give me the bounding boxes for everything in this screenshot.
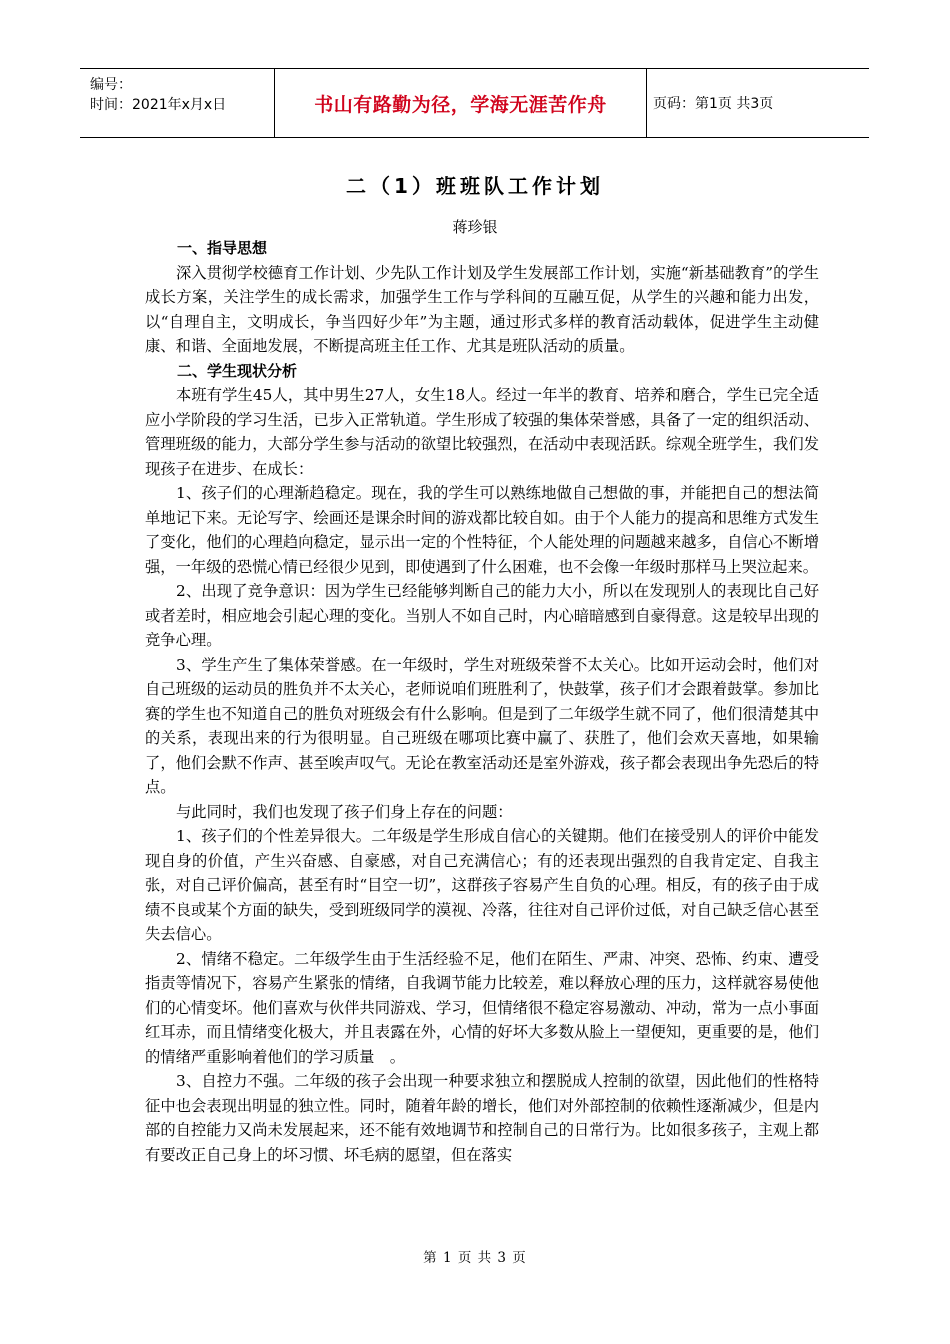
body-paragraph: 1、孩子们的个性差异很大。二年级是学生形成自信心的关键期。他们在接受别人的评价中能发现自身的价值，产生兴奋感、自豪感，对自己充满信心；有的还表现出强烈的自我肯定定、自我主张，对自己评价偏高，甚至有时“目空一切”，这群孩子容易产生自负的心理。相反，有的孩子由于成绩不良或某个方面的缺失，受到班级同学的漠视、冷落，往往对自己评价过低，对自己缺乏信心甚至失去信心。 — [145, 827, 819, 943]
document-author: 蒋珍银 — [452, 218, 498, 236]
body-paragraph: 2、出现了竞争意识：因为学生已经能够判断自己的能力大小，所以在发现别人的表现比自己好或者差时，相应地会引起心理的变化。当别人不如自己时，内心暗暗感到自豪得意。这是较早出现的竞争心理。 — [145, 582, 819, 649]
section-heading: 一、指导思想 — [177, 239, 268, 257]
body-paragraph: 1、孩子们的心理渐趋稳定。现在，我的学生可以熟练地做自己想做的事，并能把自己的想法简单地记下来。无论写字、绘画还是课余时间的游戏都比较自如。由于个人能力的提高和思维方式发生了变化，他们的心理趋向稳定，显示出一定的个性特征，个人能处理的问题越来越多，自信心不断增强，一年级的恐慌心情已经很少见到，即使遇到了什么困难，也不会像一年级时那样马上哭泣起来。 — [145, 484, 819, 576]
document-header — [80, 68, 869, 138]
body-paragraph: 2、情绪不稳定。二年级学生由于生活经验不足，他们在陌生、严肃、冲突、恐怖、约束、遭受指责等情况下，容易产生紧张的情绪，自我调节能力比较差，难以释放心理的压力，这样就容易使他们的心情变坏。他们喜欢与伙伴共同游戏、学习，但情绪很不稳定容易激动、冲动，常为一点小事面红耳赤，而且情绪变化极大，并且表露在外，心情的好坏大多数从脸上一望便知，更重要的是，他们的情绪严重影响着他们的学习质量 。 — [145, 949, 819, 1066]
body-paragraph: 3、自控力不强。二年级的孩子会出现一种要求独立和摆脱成人控制的欲望，因此他们的性格特征中也会表现出明显的独立性。同时，随着年龄的增长，他们对外部控制的依赖性逐渐减少，但是内部的自控能力又尚未发展起来，还不能有效地调节和控制自己的日常行为。比如很多孩子，主观上都有要改正自己身上的坏习惯、坏毛病的愿望，但在落实 — [145, 1072, 819, 1164]
body-paragraph: 3、学生产生了集体荣誉感。在一年级时，学生对班级荣誉不太关心。比如开运动会时，他们对自己班级的运动员的胜负并不太关心，老师说咱们班胜利了，快鼓掌，孩子们才会跟着鼓掌。参加比赛的学生也不知道自己的胜负对班级会有什么影响。但是到了二年级学生就不同了，他们很清楚其中的关系，表现出来的行为很明显。自己班级在哪项比赛中赢了、获胜了，他们会欢天喜地，如果输了，他们会默不作声、甚至唉声叹气。无论在教室活动还是室外游戏，孩子都会表现出争先恐后的特点。 — [145, 655, 819, 796]
header-meta — [80, 69, 275, 137]
header-motto: 书山有路勤为径，学海无涯苦作舟 — [275, 69, 647, 137]
header-date: 时间：2021年x月x日 — [90, 97, 227, 113]
section-heading: 二、学生现状分析 — [177, 361, 298, 380]
body-paragraph: 本班有学生45人，其中男生27人，女生18人。经过一年半的教育、培养和磨合，学生已完全适应小学阶段的学习生活，已步入正常轨道。学生形成了较强的集体荣誉感，具备了一定的组织活动、管理班级的能力，大部分学生参与活动的欲望比较强烈，在活动中表现活跃。综观全班学生，我们发现孩子在进步、在成长： — [145, 386, 819, 478]
header-number: 编号： — [90, 77, 132, 93]
body-paragraph: 深入贯彻学校德育工作计划、少先队工作计划及学生发展部工作计划，实施“新基础教育”的学生成长方案，关注学生的成长需求，加强学生工作与学科间的互融互促，从学生的兴趣和能力出发，以“自理自主，文明成长，争当四好少年”为主题，通过形式多样的教育活动载体，促进学生主动健康、和谐、全面地发展，不断提高班主任工作、尤其是班队活动的质量。 — [145, 263, 819, 355]
document-title: 二（1）班班队工作计划 — [346, 174, 604, 198]
page-footer: 第 1 页 共 3 页 — [423, 1250, 527, 1266]
body-paragraph: 与此同时，我们也发现了孩子们身上存在的问题： — [176, 802, 513, 821]
header-page-info: 页码：第1页 共3页 — [653, 96, 774, 112]
document-body — [145, 236, 819, 1167]
